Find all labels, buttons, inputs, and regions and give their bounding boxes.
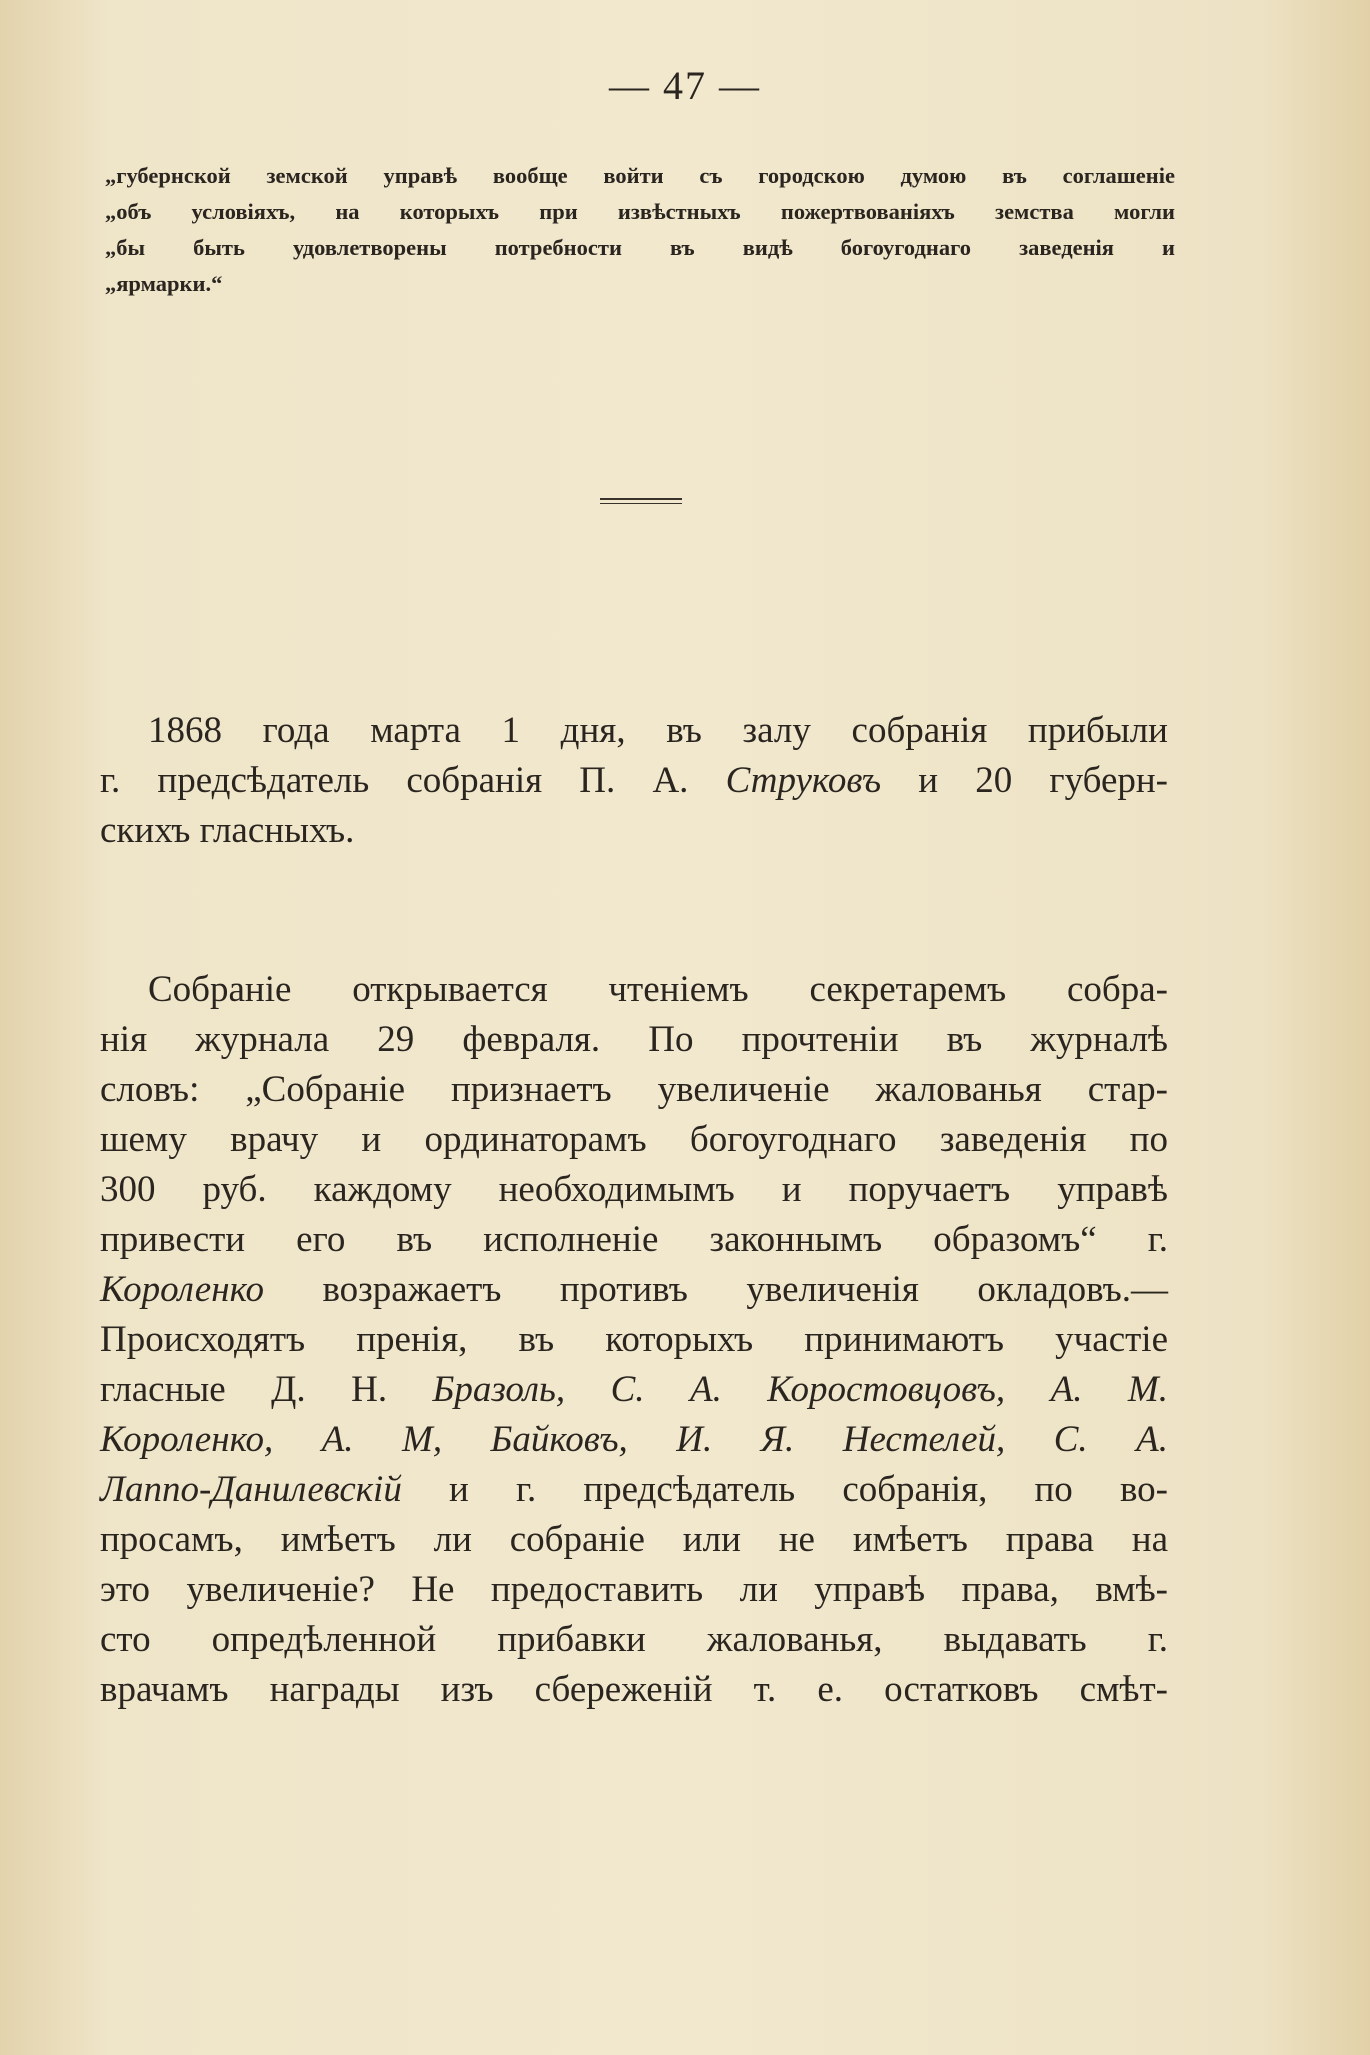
text-line: врачамъ награды изъ сбереженій т. е. остатковъ смѣт-: [100, 1669, 1168, 1710]
quote-line: „губернской земской управѣ вообще войти съ городскою думою въ соглашеніе: [105, 163, 1175, 188]
text-span: гласные Д. Н.: [100, 1369, 433, 1410]
text-line: скихъ гласныхъ.: [100, 810, 355, 851]
text-span: г. предсѣдатель собранія П. А.: [100, 760, 726, 801]
text-line: просамъ, имѣетъ ли собраніе или не имѣетъ права на: [100, 1519, 1168, 1560]
paragraph-proceedings: [100, 965, 1168, 1715]
text-line: привести его въ исполненіе законнымъ образомъ“ г.: [100, 1219, 1168, 1260]
person-name: Короленко: [100, 1269, 264, 1310]
section-separator: [600, 498, 682, 500]
text-line: словъ: „Собраніе признаетъ увеличеніе жалованья стар-: [100, 1069, 1168, 1110]
person-name: Короленко, А. М, Байковъ, И. Я. Нестелей, С. А.: [100, 1419, 1168, 1460]
text-line: 300 руб. каждому необходимымъ и поручаетъ управѣ: [100, 1169, 1168, 1210]
text-span: и г. предсѣдатель собранія, по во-: [401, 1469, 1168, 1510]
text-line: [100, 1415, 1168, 1465]
page-number: — 47 —: [609, 63, 761, 108]
text-line: шему врачу и ординаторамъ богоугоднаго заведенія по: [100, 1119, 1168, 1160]
quote-line: „объ условіяхъ, на которыхъ при извѣстныхъ пожертвованіяхъ земства могли: [105, 199, 1175, 224]
text-span: и 20 губерн-: [881, 760, 1168, 801]
quote-line: „ярмарки.“: [105, 271, 223, 296]
text-line: [100, 756, 1168, 806]
person-name: Лаппо-Данилевскій: [100, 1469, 402, 1510]
text-line: Происходятъ пренія, въ которыхъ принимаютъ участіе: [100, 1319, 1168, 1360]
person-name: Бразоль, С. А. Коростовцовъ, А. М.: [432, 1369, 1168, 1410]
text-line: сто опредѣленной прибавки жалованья, выдавать г.: [100, 1619, 1168, 1660]
text-span: возражаетъ противъ увеличенія окладовъ.—: [263, 1269, 1168, 1310]
text-line: это увеличеніе? Не предоставить ли управѣ права, вмѣ-: [100, 1569, 1168, 1610]
text-line: [100, 1365, 1168, 1415]
text-line: нія журнала 29 февраля. По прочтеніи въ журналѣ: [100, 1019, 1168, 1060]
quote-block: [105, 158, 1175, 302]
text-line: [100, 1265, 1168, 1315]
text-line: Собраніе открывается чтеніемъ секретаремъ собра-: [148, 969, 1168, 1010]
quote-line: „бы быть удовлетворены потребности въ видѣ богоугоднаго заведенія и: [105, 235, 1175, 260]
person-name: Струковъ: [725, 760, 882, 801]
text-line: [100, 1465, 1168, 1515]
paragraph-opening: [100, 706, 1168, 856]
text-line: 1868 года марта 1 дня, въ залу собранія прибыли: [148, 710, 1168, 751]
